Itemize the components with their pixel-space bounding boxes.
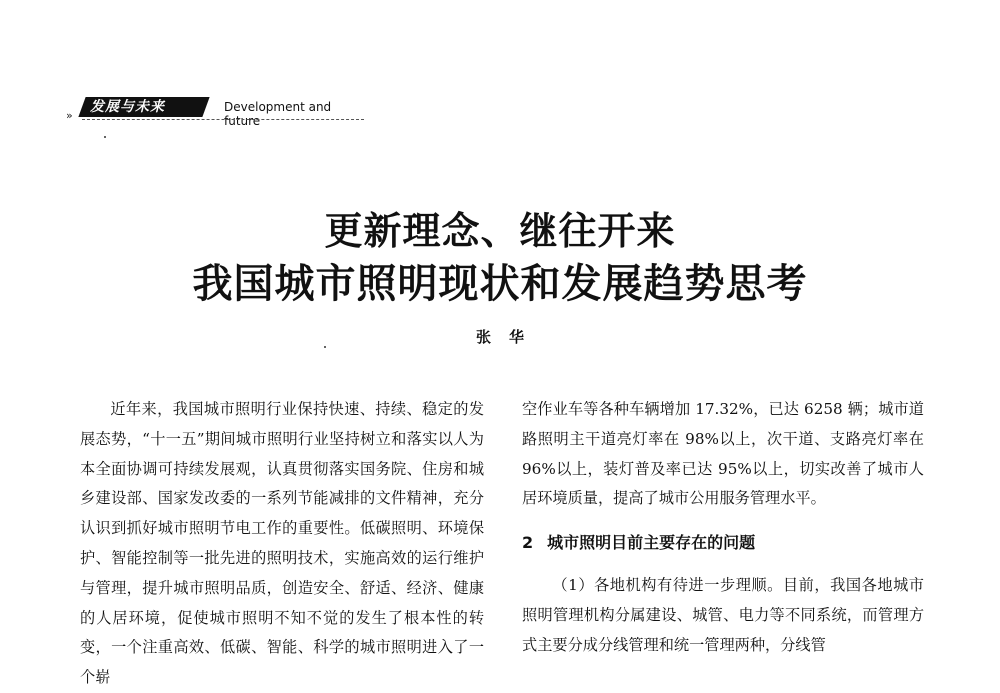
section-badge-label: 发展与未来 [90,99,165,115]
section-subtitle: Development and future [224,100,332,128]
chevron-right-icon: » [66,109,73,122]
article-title-line2: 我国城市照明现状和发展趋势思考 [192,261,808,307]
section-title: 城市照明目前主要存在的问题 [547,533,756,553]
header-rule [82,119,364,120]
right-column [522,395,924,661]
body-paragraph: （1）各地机构有待进一步理顺。目前，我国各地城市照明管理机构分属建设、城管、电力等不同系统，而管理方式主要分成分线管理和统一管理两种，分线管 [522,576,924,654]
body-paragraph: 空作业车等各种车辆增加 17.32%，已达 6258 辆；城市道路照明主干道亮灯率在 98%以上，次干道、支路亮灯率在 96%以上，装灯普及率已达 95%以上，切实改善了城市人居环境质量，提高了城市公用服务管理水平。 [522,400,924,508]
section-heading [522,531,924,555]
left-column [80,395,484,693]
scan-speck [104,136,106,138]
article-author: 张华 [475,328,542,346]
body-paragraph: 近年来，我国城市照明行业保持快速、持续、稳定的发展态势，“十一五”期间城市照明行业坚持树立和落实以人为本全面协调可持续发展观，认真贯彻落实国务院、住房和城乡建设部、国家发改委的一系列节能减排的文件精神，充分认识到抓好城市照明节电工作的重要性。低碳照明、环境保护、智能控制等一批先进的照明技术，实施高效的运行维护与管理，提升城市照明品质，创造安全、舒适、经济、健康的人居环境，促使城市照明不知不觉的发生了根本性的转变，一个注重高效、低碳、智能、科学的城市照明进入了一个崭 [80,400,484,687]
section-number: 2 [522,533,534,553]
section-header [66,95,366,128]
article-title-line1: 更新理念、继往开来 [324,209,676,253]
